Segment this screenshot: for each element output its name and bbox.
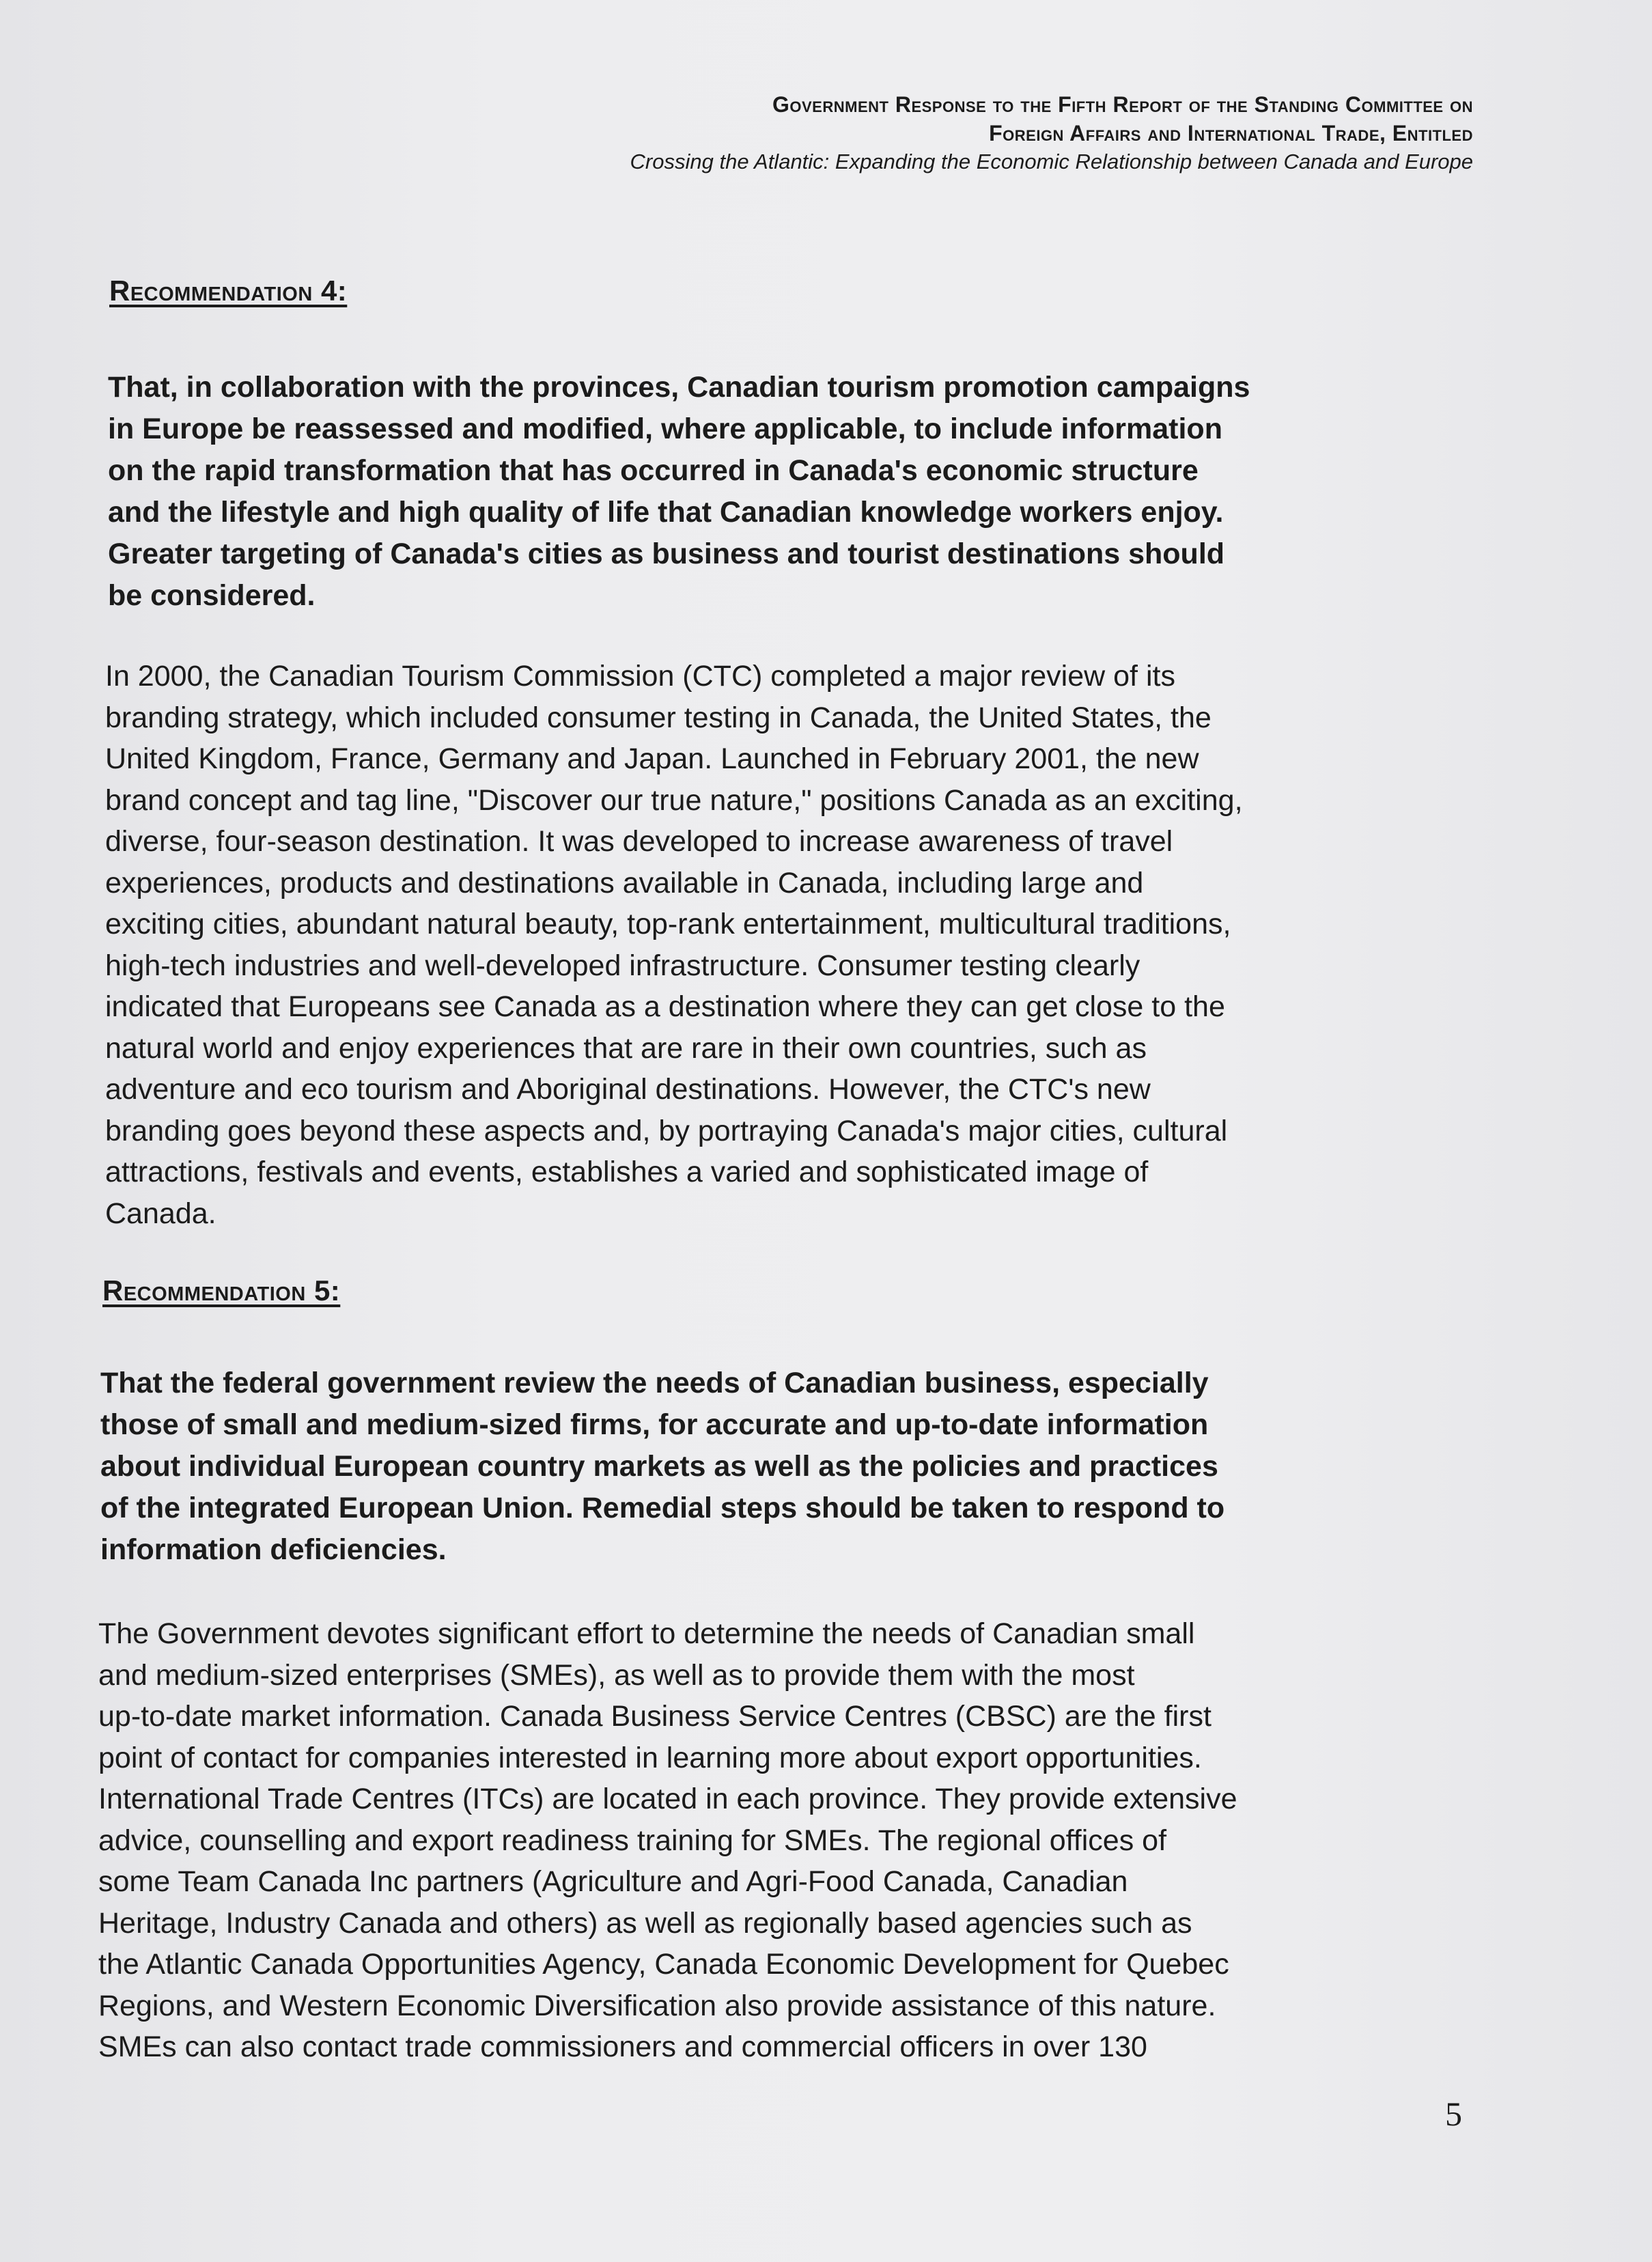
para2-line: advice, counselling and export readiness training for SMEs. The regional offices of — [98, 1824, 1167, 1857]
para2-line: Regions, and Western Economic Diversification also provide assistance of this nature. — [98, 1989, 1216, 2022]
para1-line: United Kingdom, France, Germany and Japan. Launched in February 2001, the new — [105, 742, 1199, 775]
para2-line: International Trade Centres (ITCs) are located in each province. They provide extensive — [98, 1783, 1237, 1815]
para2-line: SMEs can also contact trade commissioners and commercial officers in over 130 — [98, 2030, 1147, 2063]
recommendation-5-text — [100, 1363, 1507, 1571]
para2-line: and medium-sized enterprises (SMEs), as well as to provide them with the most — [98, 1658, 1135, 1692]
para1-line: diverse, four-season destination. It was developed to increase awareness of travel — [105, 825, 1173, 858]
rec4-line: on the rapid transformation that has occurred in Canada's economic structure — [108, 454, 1199, 487]
rec5-line: of the integrated European Union. Remedial steps should be taken to respond to — [100, 1492, 1225, 1524]
para1-line: Canada. — [105, 1197, 216, 1230]
recommendation-4-heading: Recommendation 4: — [109, 275, 348, 307]
para1-line: exciting cities, abundant natural beauty, top-rank entertainment, multicultural traditions, — [105, 908, 1231, 940]
running-header — [244, 90, 1473, 176]
rec5-line: That the federal government review the needs of Canadian business, especially — [100, 1367, 1209, 1399]
rec5-line: those of small and medium-sized firms, for accurate and up-to-date information — [100, 1408, 1209, 1441]
para1-line: natural world and enjoy experiences that are rare in their own countries, such as — [105, 1031, 1147, 1065]
para2-line: the Atlantic Canada Opportunities Agency, Canada Economic Development for Quebec — [98, 1948, 1229, 1981]
header-line-3: Crossing the Atlantic: Expanding the Economic Relationship between Canada and Europe — [630, 150, 1473, 173]
header-line-1: Government Response to the Fifth Report of the Standing Committee on — [772, 92, 1473, 117]
rec4-line: and the lifestyle and high quality of life that Canadian knowledge workers enjoy. — [108, 496, 1224, 529]
para1-line: branding strategy, which included consumer testing in Canada, the United States, the — [105, 701, 1212, 734]
para1-line: adventure and eco tourism and Aboriginal destinations. However, the CTC's new — [105, 1073, 1151, 1106]
para2-line: Heritage, Industry Canada and others) as well as regionally based agencies such as — [98, 1906, 1192, 1940]
para2-line: up-to-date market information. Canada Business Service Centres (CBSC) are the first — [98, 1700, 1212, 1733]
para1-line: experiences, products and destinations available in Canada, including large and — [105, 866, 1144, 899]
rec4-line: in Europe be reassessed and modified, where applicable, to include information — [108, 413, 1222, 445]
para1-line: high-tech industries and well-developed infrastructure. Consumer testing clearly — [105, 949, 1140, 982]
rec5-line: about individual European country markets as well as the policies and practices — [100, 1450, 1218, 1483]
para2-line: some Team Canada Inc partners (Agriculture and Agri-Food Canada, Canadian — [98, 1865, 1128, 1898]
recommendation-5-heading: Recommendation 5: — [102, 1274, 341, 1307]
rec4-line: be considered. — [108, 579, 316, 612]
rec4-line: That, in collaboration with the provinces, Canadian tourism promotion campaigns — [108, 371, 1250, 404]
rec5-line: information deficiencies. — [100, 1533, 447, 1566]
response-paragraph-2 — [98, 1613, 1539, 2068]
para1-line: indicated that Europeans see Canada as a destination where they can get close to the — [105, 990, 1225, 1023]
recommendation-4-text — [108, 367, 1515, 617]
para1-line: brand concept and tag line, "Discover our true nature," positions Canada as an exciting, — [105, 783, 1243, 817]
header-line-2: Foreign Affairs and International Trade, Entitled — [989, 121, 1473, 145]
response-paragraph-1 — [105, 656, 1546, 1234]
page-number: 5 — [1445, 2095, 1462, 2133]
para2-line: point of contact for companies interested in learning more about export opportunities. — [98, 1741, 1202, 1774]
para1-line: attractions, festivals and events, establishes a varied and sophisticated image of — [105, 1156, 1149, 1188]
para2-line: The Government devotes significant effort to determine the needs of Canadian small — [98, 1617, 1195, 1650]
para1-line: branding goes beyond these aspects and, by portraying Canada's major cities, cultural — [105, 1114, 1228, 1147]
rec4-line: Greater targeting of Canada's cities as business and tourist destinations should — [108, 537, 1225, 570]
para1-line: In 2000, the Canadian Tourism Commission (CTC) completed a major review of its — [105, 660, 1175, 693]
